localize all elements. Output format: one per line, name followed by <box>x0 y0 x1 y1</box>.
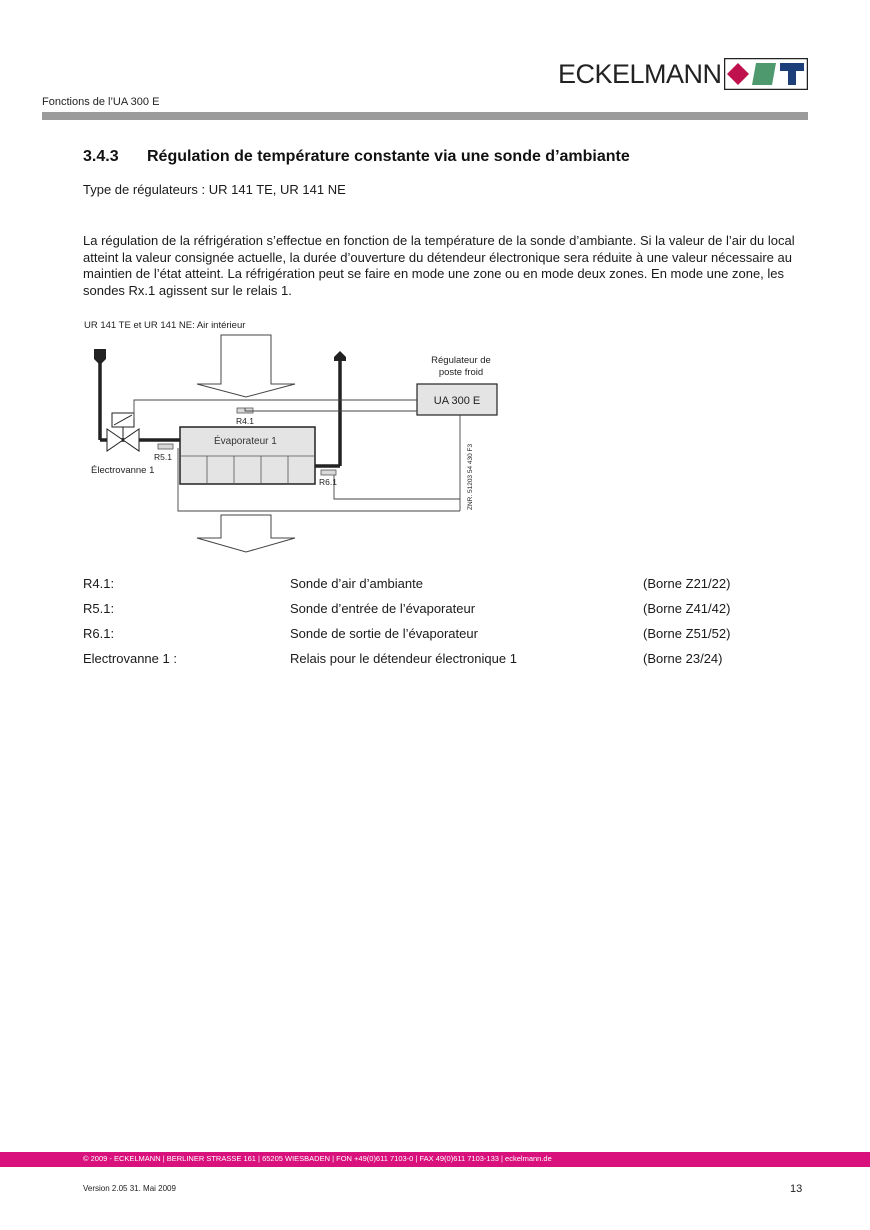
pipe-arrow-down-icon <box>94 349 106 365</box>
legend-terminal: (Borne 23/24) <box>643 651 723 666</box>
legend-code: R4.1: <box>83 576 115 591</box>
header-bar <box>42 112 808 120</box>
controller-name: UA 300 E <box>433 395 481 407</box>
legend-row <box>83 576 808 596</box>
wire-r61 <box>334 475 460 499</box>
sensor-r51-label: R5.1 <box>154 452 172 462</box>
legend-code: R5.1: <box>83 601 115 616</box>
wire-valve <box>134 400 417 419</box>
evaporator-label: Évaporateur 1 <box>214 436 277 447</box>
logo-text: ECKELMANN <box>558 59 722 89</box>
air-in-arrow-icon <box>197 335 295 397</box>
legend-code: Electrovanne 1 : <box>83 651 177 666</box>
air-label: UR 141 TE et UR 141 NE: Air intérieur <box>84 320 246 331</box>
sensor-r51-icon <box>158 444 173 449</box>
reference-code: ZNR. 51203 54 430 F3 <box>467 443 474 510</box>
header-section-label: Fonctions de l’UA 300 E <box>42 96 160 108</box>
footer-address: © 2009 - ECKELMANN | BERLINER STRASSE 161 | 65205 WIESBADEN | FON +49(0)611 7103-0 | FAX 49(0)611 7103-133 | eckelmann.de <box>83 1154 552 1163</box>
legend-description: Relais pour le détendeur électronique 1 <box>290 651 517 666</box>
legend-terminal: (Borne Z41/42) <box>643 601 731 616</box>
pipe-arrow-up-icon <box>334 351 346 361</box>
legend-code: R6.1: <box>83 626 115 641</box>
legend-row <box>83 626 808 646</box>
legend-description: Sonde d’entrée de l’évaporateur <box>290 601 476 616</box>
version-info: Version 2.05 31. Mai 2009 <box>83 1184 176 1193</box>
legend-description: Sonde d’air d’ambiante <box>290 576 423 591</box>
air-out-arrow-icon <box>197 515 295 552</box>
legend-description: Sonde de sortie de l’évaporateur <box>290 626 478 641</box>
legend-terminal: (Borne Z21/22) <box>643 576 731 591</box>
logo-mark-icon <box>724 58 808 90</box>
description-paragraph: La régulation de la réfrigération s’effectue en fonction de la température de la sonde d’ambiante. Si la valeur de l’air du local atteint la valeur consignée actuelle, la durée d’ouverture du détendeur électronique sera réduite à une valeur nécessaire au maintien de l’état atteint. La réfrigération peut se faire en mode une zone ou en mode deux zones. En mode une zone, les sondes Rx.1 agissent sur le relais 1. <box>83 233 795 298</box>
sensor-r61-icon <box>321 470 336 475</box>
regulation-diagram <box>80 315 510 560</box>
valve-label: Électrovanne 1 <box>91 465 155 476</box>
legend-terminal: (Borne Z51/52) <box>643 626 731 641</box>
eckelmann-logo <box>558 58 808 90</box>
page-number: 13 <box>790 1183 803 1195</box>
section-title-text: Régulation de température constante via une sonde d’ambiante <box>147 148 630 165</box>
section-title <box>83 148 630 166</box>
wire-r41 <box>245 408 417 411</box>
regulator-types: Type de régulateurs : UR 141 TE, UR 141 NE <box>83 182 346 197</box>
section-number: 3.4.3 <box>83 148 119 165</box>
sensor-r41-label: R4.1 <box>236 416 254 426</box>
controller-label-line2: poste froid <box>438 367 484 378</box>
legend-row <box>83 651 808 671</box>
sensor-r61-label: R6.1 <box>319 477 337 487</box>
controller-label-line1: Régulateur de <box>431 355 491 366</box>
legend-row <box>83 601 808 621</box>
logo-green-shape <box>752 63 776 85</box>
